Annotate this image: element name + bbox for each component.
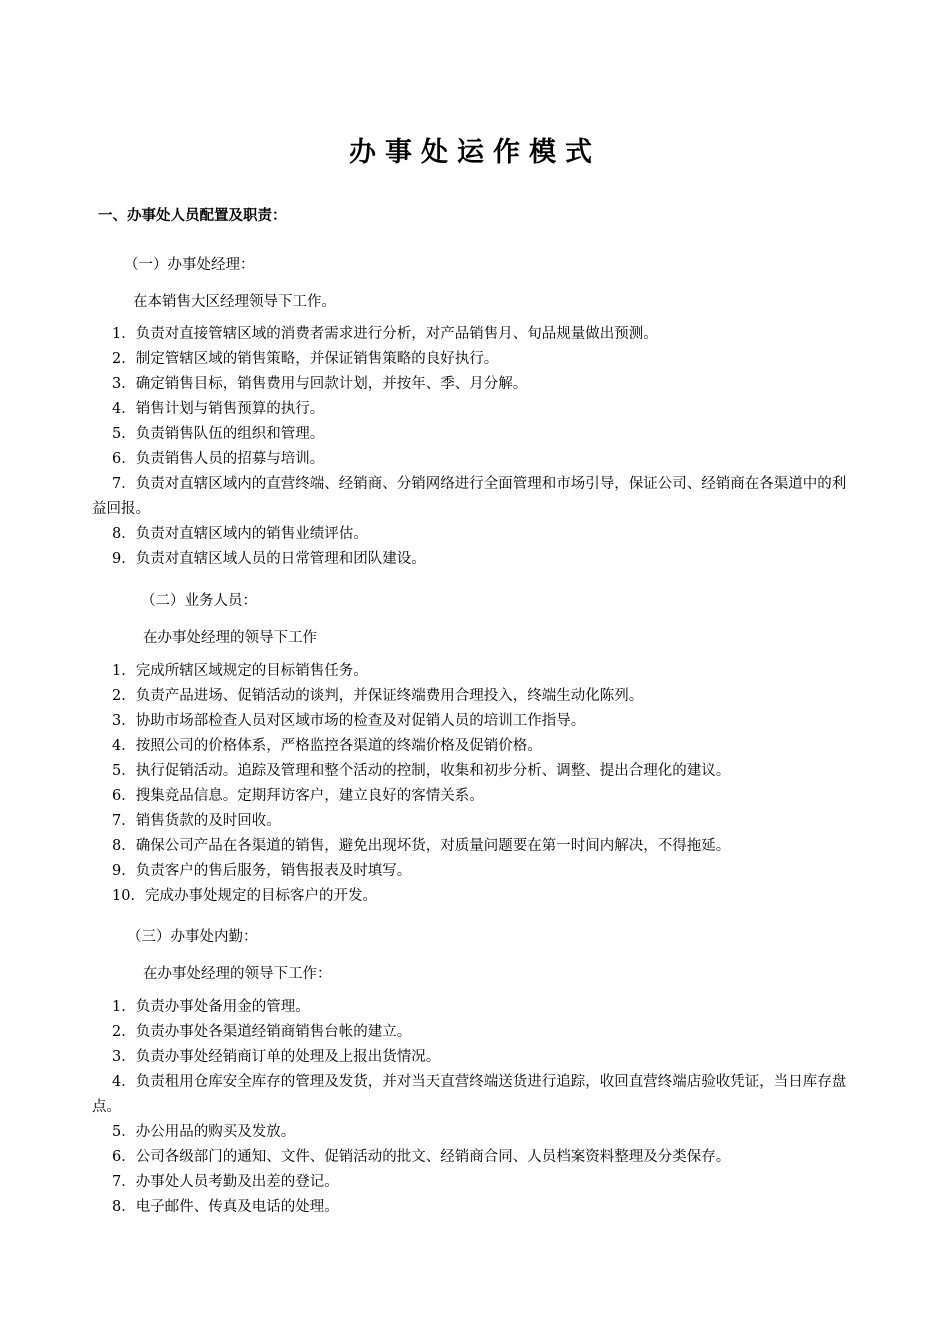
manager-intro: 在本销售大区经理领导下工作。 — [133, 294, 336, 310]
list-item: 6．负责销售人员的招募与培训。 — [112, 451, 325, 467]
sales-intro: 在办事处经理的领导下工作 — [143, 630, 317, 646]
manager-duties-list — [92, 322, 852, 572]
list-item: 8．负责对直辖区域内的销售业绩评估。 — [112, 526, 368, 542]
list-item: 7．销售货款的及时回收。 — [112, 813, 281, 829]
list-item: 5．负责销售队伍的组织和管理。 — [112, 426, 325, 442]
list-item: 7．负责对直辖区域内的直营终端、经销商、分销网络进行全面管理和市场引导，保证公司、经销商在各渠道中的利益回报。 — [92, 476, 847, 517]
list-item: 1．负责对直接管辖区域的消费者需求进行分析，对产品销售月、旬品规量做出预测。 — [112, 326, 658, 342]
page-title: 办事处运作模式 — [349, 137, 601, 168]
manager-heading: （一）办事处经理： — [124, 257, 255, 273]
list-item: 7．办事处人员考勤及出差的登记。 — [112, 1174, 339, 1190]
list-item: 2．负责办事处各渠道经销商销售台帐的建立。 — [112, 1024, 412, 1040]
list-item: 5．执行促销活动。追踪及管理和整个活动的控制，收集和初步分析、调整、提出合理化的建议。 — [112, 763, 731, 779]
list-item: 3．协助市场部检查人员对区域市场的检查及对促销人员的培训工作指导。 — [112, 713, 586, 729]
list-item: 2．制定管辖区域的销售策略，并保证销售策略的良好执行。 — [112, 351, 499, 367]
office-heading: （三）办事处内勤： — [127, 929, 258, 945]
list-item: 10．完成办事处规定的目标客户的开发。 — [112, 888, 377, 904]
section-heading: 一、办事处人员配置及职责： — [98, 208, 287, 224]
office-duties-list — [92, 995, 852, 1220]
list-item: 5．办公用品的购买及发放。 — [112, 1124, 296, 1140]
list-item: 1．完成所辖区域规定的目标销售任务。 — [112, 663, 368, 679]
list-item: 6．搜集竞品信息。定期拜访客户，建立良好的客情关系。 — [112, 788, 484, 804]
sales-heading: （二）业务人员： — [141, 593, 257, 609]
sales-duties-list — [92, 659, 852, 909]
list-item: 9．负责客户的售后服务，销售报表及时填写。 — [112, 863, 412, 879]
list-item: 9．负责对直辖区域人员的日常管理和团队建设。 — [112, 551, 426, 567]
list-item: 4．按照公司的价格体系，严格监控各渠道的终端价格及促销价格。 — [112, 738, 542, 754]
list-item: 4．销售计划与销售预算的执行。 — [112, 401, 325, 417]
list-item: 3．确定销售目标，销售费用与回款计划，并按年、季、月分解。 — [112, 376, 528, 392]
list-item: 2．负责产品进场、促销活动的谈判，并保证终端费用合理投入，终端生动化陈列。 — [112, 688, 644, 704]
list-item: 8．确保公司产品在各渠道的销售，避免出现坏货，对质量问题要在第一时间内解决，不得拖延。 — [112, 838, 731, 854]
list-item: 4．负责租用仓库安全库存的管理及发货，并对当天直营终端送货进行追踪，收回直营终端店验收凭证，当日库存盘点。 — [92, 1074, 847, 1115]
list-item: 3．负责办事处经销商订单的处理及上报出货情况。 — [112, 1049, 441, 1065]
list-item: 8．电子邮件、传真及电话的处理。 — [112, 1199, 339, 1215]
list-item: 1．负责办事处备用金的管理。 — [112, 999, 310, 1015]
list-item: 6．公司各级部门的通知、文件、促销活动的批文、经销商合同、人员档案资料整理及分类保存。 — [112, 1149, 731, 1165]
office-intro: 在办事处经理的领导下工作： — [143, 966, 332, 982]
